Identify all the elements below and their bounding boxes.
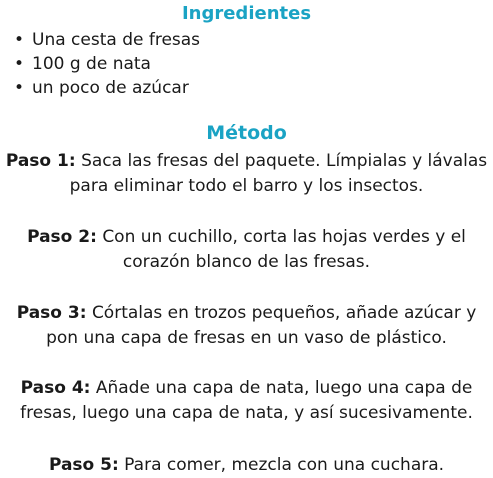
step-text-line: Para comer, mezcla con una cuchara. <box>124 455 445 475</box>
step-paragraph <box>0 376 493 426</box>
step-text-line: para eliminar todo el barro y los insectos. <box>69 176 424 196</box>
step-paragraph <box>0 149 493 199</box>
step-text-line: Saca las fresas del paquete. Límpialas y lávalas <box>81 151 488 171</box>
ingredient-item <box>14 76 200 100</box>
step-text-line: Con un cuchillo, corta las hojas verdes y el <box>102 227 466 247</box>
step-paragraph <box>0 225 493 275</box>
step-label: Paso 1: <box>5 151 76 171</box>
ingredients-heading: Ingredientes <box>181 3 312 24</box>
ingredient-item <box>14 52 200 76</box>
step-text-line: fresas, luego una capa de nata, y así sucesivamente. <box>20 403 473 423</box>
step-label: Paso 4: <box>20 378 91 398</box>
ingredient-item <box>14 28 200 52</box>
ingredient-text: un poco de azúcar <box>32 78 189 98</box>
step-text-line: corazón blanco de las fresas. <box>122 252 371 272</box>
bullet-icon: • <box>14 30 25 50</box>
step-label: Paso 2: <box>27 227 97 247</box>
bullet-icon: • <box>14 78 25 98</box>
step-label: Paso 5: <box>48 455 119 475</box>
method-heading: Método <box>206 122 287 144</box>
bullet-icon: • <box>14 54 25 74</box>
step-text-line: Añade una capa de nata, luego una capa de <box>95 378 473 398</box>
step-text-line: Córtalas en trozos pequeños, añade azúcar y <box>91 303 477 323</box>
step-label: Paso 3: <box>16 303 87 323</box>
step-text-line: pon una capa de fresas en un vaso de plástico. <box>46 328 447 348</box>
ingredients-list <box>14 28 200 100</box>
ingredient-text: 100 g de nata <box>32 54 151 74</box>
step-paragraph <box>0 301 493 351</box>
step-paragraph <box>0 453 493 478</box>
ingredient-text: Una cesta de fresas <box>32 30 201 50</box>
